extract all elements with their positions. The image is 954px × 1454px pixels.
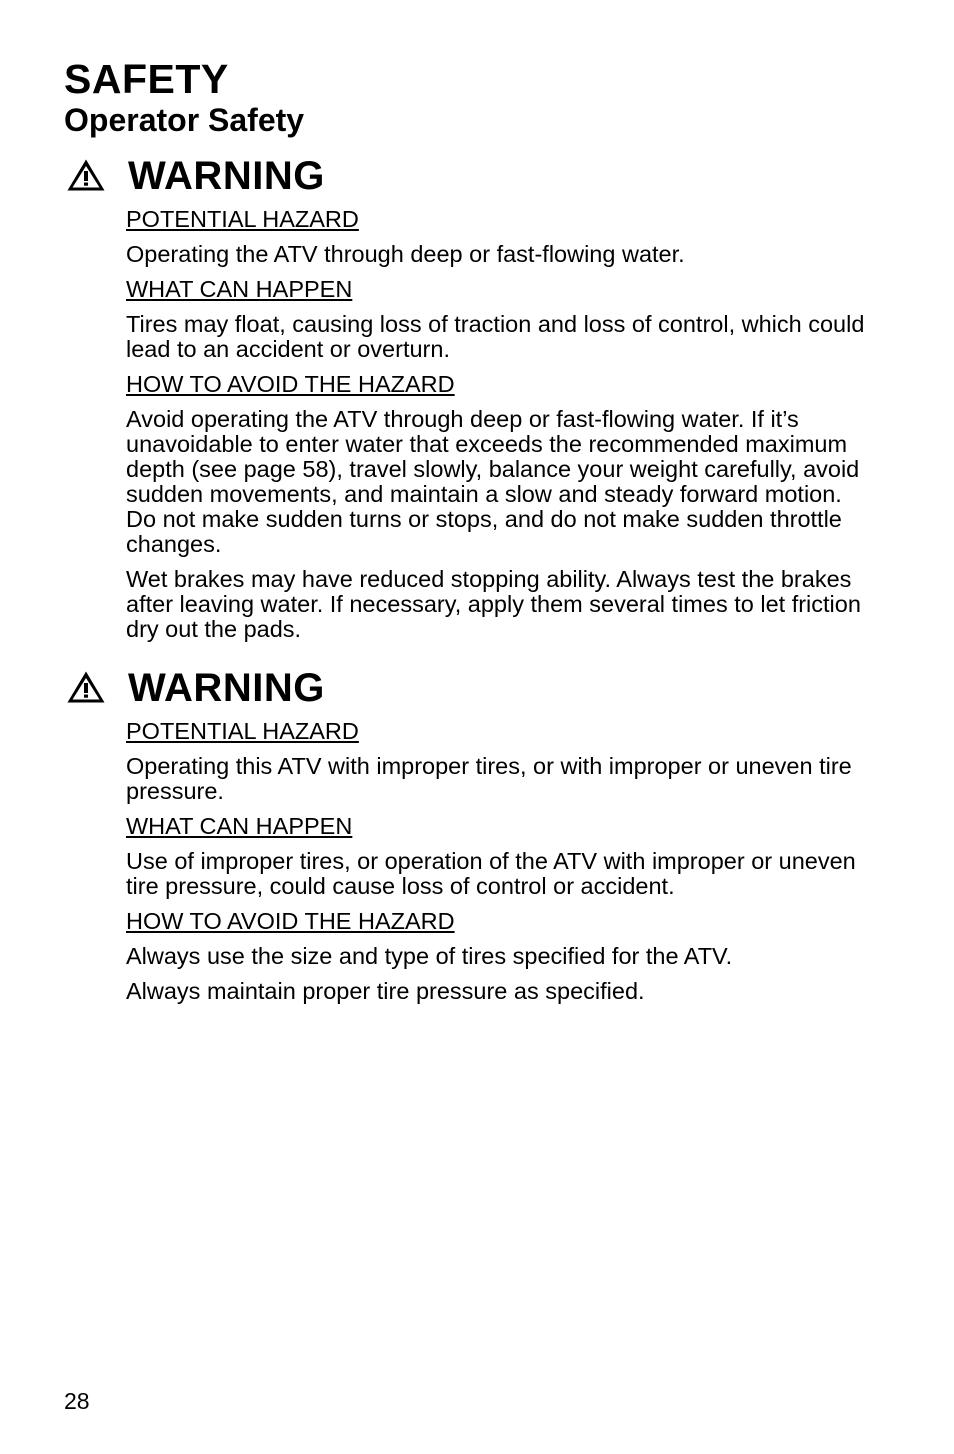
warning-body bbox=[126, 207, 871, 652]
avoid-paragraph: Always use the size and type of tires specified for the ATV. bbox=[126, 943, 733, 969]
avoid-paragraph: Wet brakes may have reduced stopping ability. Always test the brakes after leaving water. If necessary, apply them several times to let friction dry out the pads. bbox=[126, 566, 861, 642]
warning-body bbox=[126, 719, 871, 1014]
warning-header bbox=[64, 152, 884, 202]
hazard-label: POTENTIAL HAZARD bbox=[126, 718, 359, 744]
page-number: 28 bbox=[64, 1388, 90, 1414]
hazard-text: Operating the ATV through deep or fast-flowing water. bbox=[126, 241, 685, 267]
consequence-label: WHAT CAN HAPPEN bbox=[126, 276, 353, 302]
hazard-label: POTENTIAL HAZARD bbox=[126, 206, 359, 232]
avoid-label: HOW TO AVOID THE HAZARD bbox=[126, 908, 455, 934]
avoid-paragraph: Always maintain proper tire pressure as specified. bbox=[126, 978, 645, 1004]
consequence-label: WHAT CAN HAPPEN bbox=[126, 813, 353, 839]
warning-header bbox=[64, 664, 884, 714]
consequence-text: Tires may float, causing loss of traction and loss of control, which could lead to an accident or overturn. bbox=[126, 311, 865, 362]
consequence-text: Use of improper tires, or operation of the ATV with improper or uneven tire pressure, could cause loss of control or accident. bbox=[126, 848, 856, 899]
avoid-paragraph: Avoid operating the ATV through deep or fast-flowing water. If it’s unavoidable to enter water that exceeds the recommended maximum depth (see page 58), travel slowly, balance your weight carefully, avoid sudden movements, and maintain a slow and steady forward motion. Do not make sudden turns or stops, and do not make sudden throttle changes. bbox=[126, 406, 860, 557]
warning-triangle-icon bbox=[66, 670, 106, 704]
section-title: Operator Safety bbox=[64, 102, 305, 138]
warning-title: WARNING bbox=[128, 666, 325, 710]
warning-title: WARNING bbox=[128, 154, 325, 198]
avoid-label: HOW TO AVOID THE HAZARD bbox=[126, 371, 455, 397]
hazard-text: Operating this ATV with improper tires, or with improper or uneven tire pressure. bbox=[126, 753, 852, 804]
page-title: SAFETY bbox=[64, 56, 229, 102]
warning-triangle-icon bbox=[66, 158, 106, 192]
